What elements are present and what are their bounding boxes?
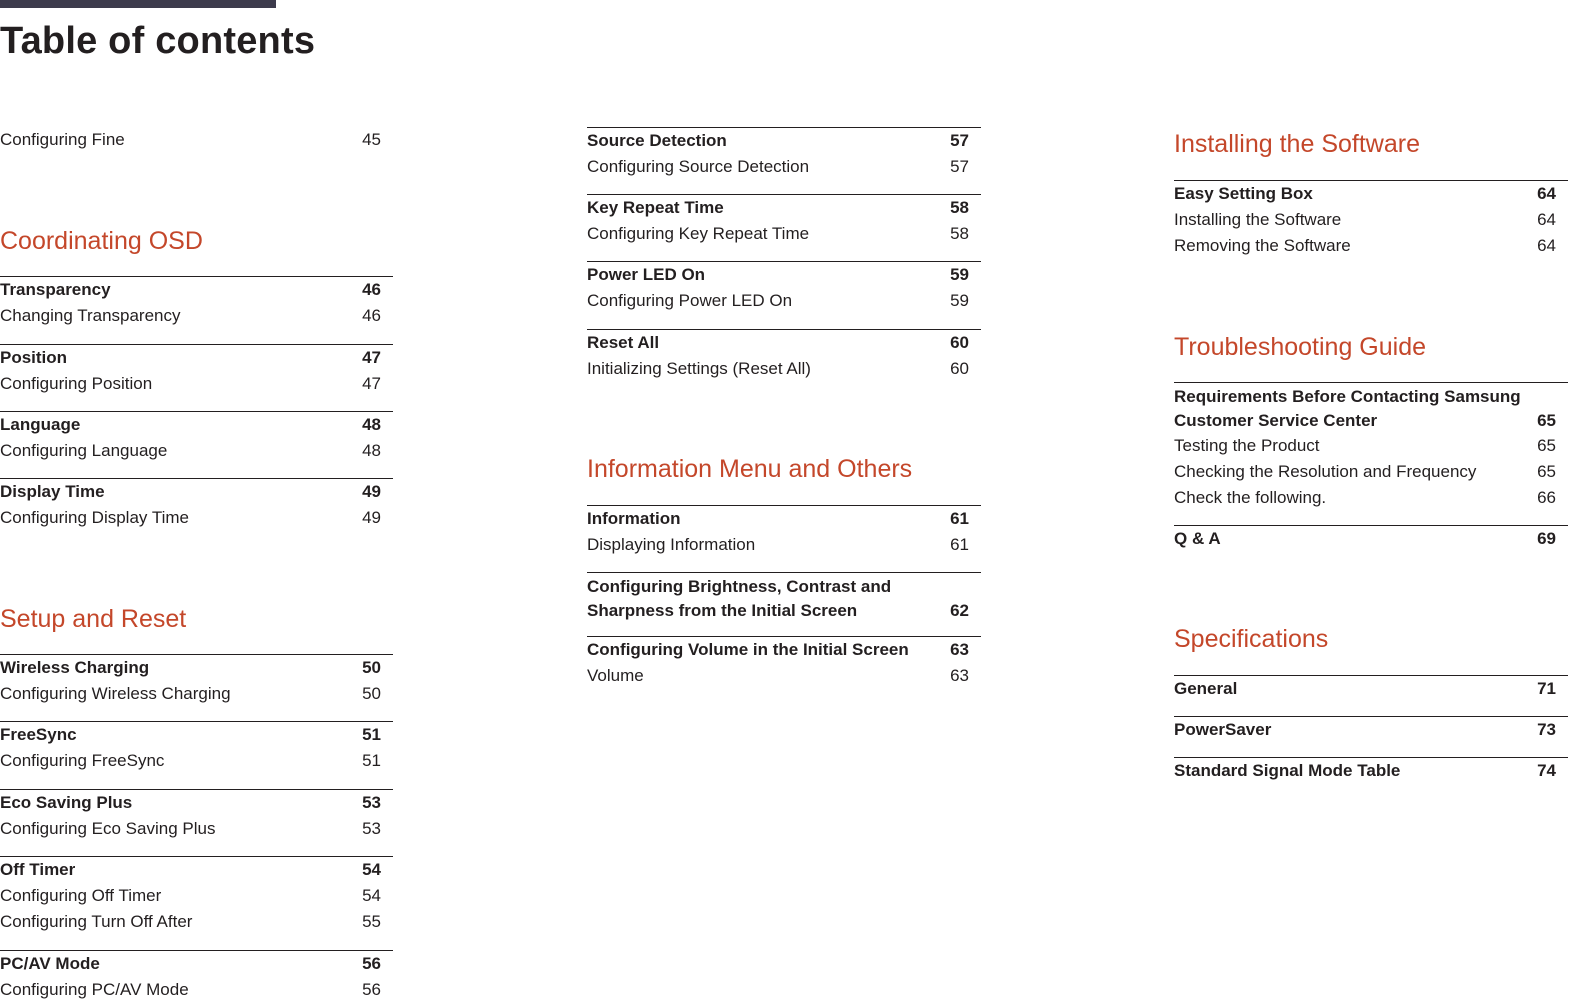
toc-heading[interactable] <box>0 412 393 438</box>
toc-entry[interactable] <box>587 356 981 382</box>
toc-entry-label: Configuring Position <box>0 374 153 393</box>
toc-entry[interactable] <box>587 532 981 558</box>
toc-heading-label: FreeSync <box>0 725 77 744</box>
toc-entry[interactable] <box>1174 485 1568 511</box>
toc-entry[interactable] <box>1174 233 1568 259</box>
toc-heading-page: 56 <box>362 954 381 973</box>
toc-heading[interactable] <box>1174 383 1568 433</box>
toc-heading[interactable] <box>1174 181 1568 207</box>
toc-heading-page: 74 <box>1537 761 1556 780</box>
toc-group-information <box>587 505 981 558</box>
page-title: Table of contents <box>0 20 316 62</box>
toc-entry[interactable] <box>587 154 981 180</box>
toc-entry-page: 54 <box>362 886 381 905</box>
toc-heading-label: Off Timer <box>0 860 76 879</box>
toc-heading[interactable] <box>0 722 393 748</box>
toc-heading-page: 50 <box>362 658 381 677</box>
toc-entry-label: Displaying Information <box>587 535 756 554</box>
toc-group-off-timer <box>0 856 393 935</box>
toc-heading[interactable] <box>0 790 393 816</box>
toc-entry-page: 65 <box>1537 436 1556 455</box>
toc-entry-page: 60 <box>950 359 969 378</box>
toc-group-requirements <box>1174 382 1568 511</box>
toc-entry-label: Configuring Key Repeat Time <box>587 224 810 243</box>
toc-group-language <box>0 411 393 464</box>
toc-entry-label: Configuring Off Timer <box>0 886 162 905</box>
toc-entry-label: Changing Transparency <box>0 306 181 325</box>
toc-heading-page: 65 <box>1537 411 1556 430</box>
section-title-specifications: Specifications <box>1174 625 1329 653</box>
toc-entry-page: 61 <box>950 535 969 554</box>
toc-entry-label: Configuring Turn Off After <box>0 912 193 931</box>
toc-heading-page: 57 <box>950 131 969 150</box>
toc-entry-page: 45 <box>362 130 381 149</box>
toc-heading-label: General <box>1174 679 1238 698</box>
toc-entry-page: 63 <box>950 666 969 685</box>
toc-heading[interactable] <box>1174 676 1568 702</box>
toc-heading[interactable] <box>587 637 981 663</box>
toc-heading[interactable] <box>0 655 393 681</box>
toc-heading-page: 73 <box>1537 720 1556 739</box>
toc-entry[interactable] <box>0 909 393 935</box>
toc-heading-page: 47 <box>362 348 381 367</box>
toc-group-power-led-on <box>587 261 981 314</box>
toc-heading-label: Source Detection <box>587 131 727 150</box>
toc-entry[interactable] <box>587 663 981 689</box>
toc-entry-label: Installing the Software <box>1174 210 1342 229</box>
toc-entry[interactable] <box>1174 433 1568 459</box>
toc-entry-page: 64 <box>1537 210 1556 229</box>
toc-heading-label: Key Repeat Time <box>587 198 724 217</box>
toc-entry[interactable] <box>0 303 393 329</box>
toc-entry[interactable] <box>0 816 393 842</box>
toc-entry-label: Configuring Display Time <box>0 508 189 527</box>
toc-entry-page: 64 <box>1537 236 1556 255</box>
toc-heading[interactable] <box>587 262 981 288</box>
toc-entry[interactable] <box>0 505 393 531</box>
toc-heading-label: Standard Signal Mode Table <box>1174 761 1401 780</box>
toc-entry[interactable] <box>1174 207 1568 233</box>
toc-heading-page: 60 <box>950 333 969 352</box>
toc-heading-page: 58 <box>950 198 969 217</box>
toc-group-wireless-charging <box>0 654 393 707</box>
toc-heading-page: 59 <box>950 265 969 284</box>
toc-group-brightness-contrast <box>587 572 981 623</box>
toc-heading-page: 64 <box>1537 184 1556 203</box>
toc-entry-label: Configuring Language <box>0 441 168 460</box>
toc-entry[interactable] <box>587 288 981 314</box>
header-accent-bar <box>0 0 276 8</box>
toc-group-position <box>0 344 393 397</box>
toc-heading[interactable] <box>587 330 981 356</box>
section-title-information-menu: Information Menu and Others <box>587 455 913 483</box>
toc-entry-label: Checking the Resolution and Frequency <box>1174 462 1477 481</box>
toc-entry-page: 58 <box>950 224 969 243</box>
toc-entry-page: 57 <box>950 157 969 176</box>
toc-group-source-detection <box>587 127 981 180</box>
toc-entry-page: 50 <box>362 684 381 703</box>
toc-heading[interactable] <box>0 479 393 505</box>
toc-entry-page: 66 <box>1537 488 1556 507</box>
toc-heading-page: 61 <box>950 509 969 528</box>
toc-heading-page: 49 <box>362 482 381 501</box>
toc-heading-page: 48 <box>362 415 381 434</box>
toc-heading-label: Position <box>0 348 68 367</box>
toc-entry-page: 53 <box>362 819 381 838</box>
toc-heading-label: Reset All <box>587 333 660 352</box>
toc-heading-page: 54 <box>362 860 381 879</box>
toc-entry-page: 65 <box>1537 462 1556 481</box>
toc-entry-page: 59 <box>950 291 969 310</box>
toc-entry[interactable] <box>0 681 393 707</box>
toc-heading[interactable] <box>587 128 981 154</box>
toc-entry-page: 55 <box>362 912 381 931</box>
toc-heading-page: 46 <box>362 280 381 299</box>
toc-entry-label: Configuring Wireless Charging <box>0 684 231 703</box>
toc-heading[interactable] <box>1174 526 1568 552</box>
toc-entry[interactable] <box>0 371 393 397</box>
toc-entry[interactable] <box>0 883 393 909</box>
toc-entry-configuring-fine[interactable] <box>0 127 393 153</box>
toc-group <box>0 127 393 153</box>
toc-group-powersaver <box>1174 716 1568 743</box>
toc-entry-label: Configuring Fine <box>0 130 125 149</box>
toc-heading-page: 69 <box>1537 529 1556 548</box>
toc-group-q-and-a <box>1174 525 1568 552</box>
toc-entry-label: Initializing Settings (Reset All) <box>587 359 811 378</box>
toc-heading[interactable] <box>1174 758 1568 784</box>
toc-heading-page: 62 <box>950 601 969 620</box>
toc-entry[interactable] <box>587 221 981 247</box>
toc-entry-label: Configuring Eco Saving Plus <box>0 819 216 838</box>
toc-heading[interactable] <box>1174 717 1568 743</box>
toc-heading-label: Information <box>587 509 681 528</box>
toc-heading[interactable] <box>0 951 393 977</box>
toc-group-standard-signal-mode <box>1174 757 1568 784</box>
toc-entry[interactable] <box>0 438 393 464</box>
toc-heading-label: Configuring Brightness, Contrast and Sharpness from the Initial Screen <box>587 577 892 620</box>
toc-heading-label: Q & A <box>1174 529 1221 548</box>
toc-heading[interactable] <box>0 345 393 371</box>
toc-heading-page: 53 <box>362 793 381 812</box>
toc-heading-label: Power LED On <box>587 265 706 284</box>
toc-heading-label: PC/AV Mode <box>0 954 100 973</box>
section-title-coordinating-osd: Coordinating OSD <box>0 227 203 255</box>
toc-heading[interactable] <box>587 506 981 532</box>
toc-entry-page: 51 <box>362 751 381 770</box>
toc-entry[interactable] <box>1174 459 1568 485</box>
toc-heading-label: Wireless Charging <box>0 658 150 677</box>
toc-heading-page: 71 <box>1537 679 1556 698</box>
toc-entry-label: Configuring Power LED On <box>587 291 793 310</box>
toc-heading-label: PowerSaver <box>1174 720 1272 739</box>
toc-group-volume-initial-screen <box>587 636 981 689</box>
toc-group-general <box>1174 675 1568 702</box>
toc-entry-page: 56 <box>362 980 381 999</box>
toc-heading-label: Configuring Volume in the Initial Screen <box>587 640 909 659</box>
toc-entry-label: Removing the Software <box>1174 236 1351 255</box>
section-title-setup-reset: Setup and Reset <box>0 605 187 633</box>
toc-heading-page: 51 <box>362 725 381 744</box>
toc-entry-label: Configuring Source Detection <box>587 157 810 176</box>
toc-heading[interactable] <box>587 573 981 623</box>
toc-entry-page: 49 <box>362 508 381 527</box>
toc-entry-label: Testing the Product <box>1174 436 1320 455</box>
toc-entry-page: 47 <box>362 374 381 393</box>
toc-entry[interactable] <box>0 977 393 1003</box>
toc-heading-label: Transparency <box>0 280 111 299</box>
toc-entry-page: 48 <box>362 441 381 460</box>
toc-entry-label: Volume <box>587 666 644 685</box>
toc-heading[interactable] <box>0 857 393 883</box>
toc-heading-label: Requirements Before Contacting Samsung Customer Service Center <box>1174 387 1521 430</box>
toc-group-easy-setting-box <box>1174 180 1568 259</box>
toc-group-display-time <box>0 478 393 531</box>
toc-group-transparency <box>0 276 393 329</box>
toc-group-key-repeat-time <box>587 194 981 247</box>
section-title-installing-software: Installing the Software <box>1174 130 1420 158</box>
toc-heading-label: Easy Setting Box <box>1174 184 1313 203</box>
toc-heading[interactable] <box>587 195 981 221</box>
toc-entry-label: Configuring PC/AV Mode <box>0 980 189 999</box>
toc-heading[interactable] <box>0 277 393 303</box>
toc-group-reset-all <box>587 329 981 382</box>
section-title-troubleshooting-guide: Troubleshooting Guide <box>1174 333 1427 361</box>
toc-entry-label: Check the following. <box>1174 488 1327 507</box>
toc-heading-label: Eco Saving Plus <box>0 793 133 812</box>
toc-heading-page: 63 <box>950 640 969 659</box>
toc-group-pc-av-mode <box>0 950 393 1003</box>
toc-entry[interactable] <box>0 748 393 774</box>
toc-group-eco-saving-plus <box>0 789 393 842</box>
toc-heading-label: Display Time <box>0 482 105 501</box>
toc-heading-label: Language <box>0 415 81 434</box>
toc-entry-page: 46 <box>362 306 381 325</box>
toc-group-freesync <box>0 721 393 774</box>
toc-entry-label: Configuring FreeSync <box>0 751 165 770</box>
